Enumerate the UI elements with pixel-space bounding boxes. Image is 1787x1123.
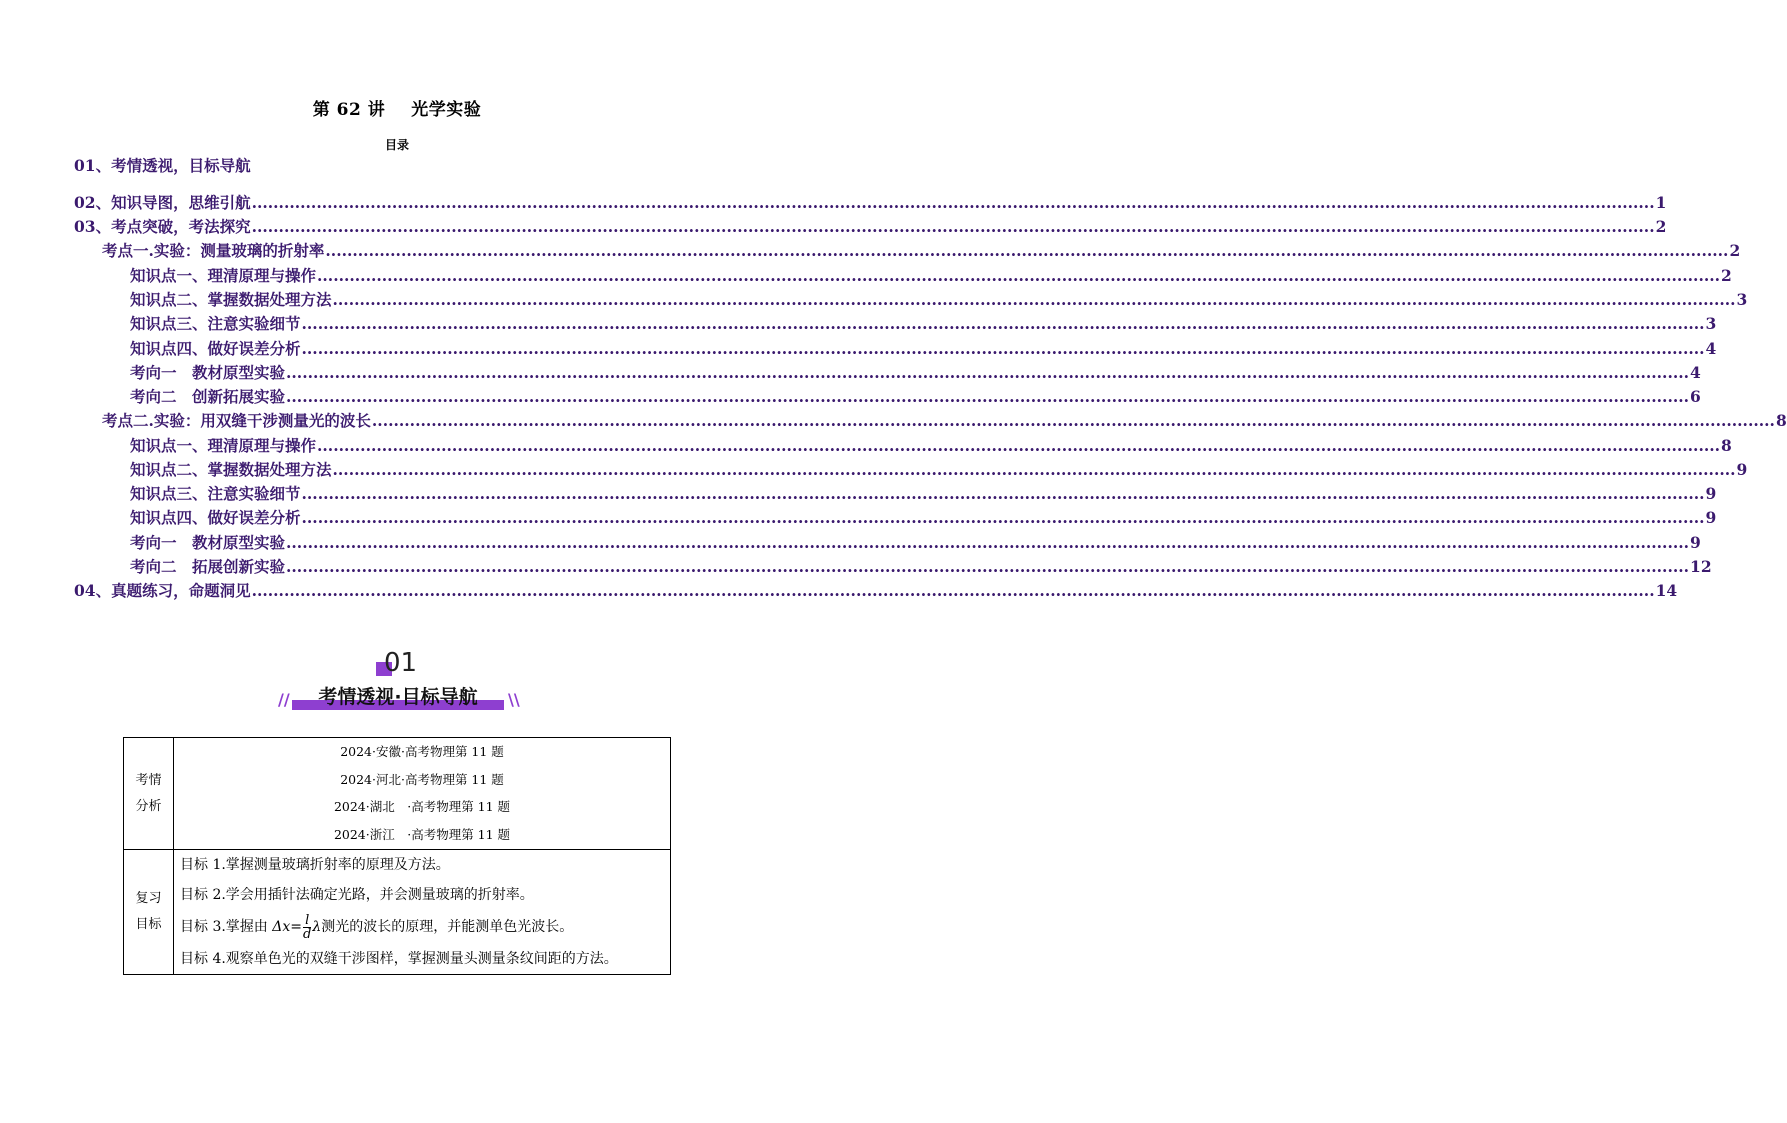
toc-leader-dots: .................................................................................................................................................................................................................................................................... (286, 387, 1690, 406)
exam-list-cell (174, 738, 671, 850)
toc-leader-dots: .................................................................................................................................................................................................................................................................... (251, 217, 1655, 236)
toc-page-number: 9 (1690, 533, 1701, 552)
header-line: 分析 (135, 798, 162, 814)
toc-page-number: 2 (1721, 266, 1732, 285)
page-title (0, 95, 794, 120)
toc-entry-label: 考向一 教材原型实验 (130, 533, 286, 552)
exam-item: 2024·湖北 ·高考物理第 11 题 (333, 799, 511, 814)
toc-entry-label: 考向一 教材原型实验 (130, 363, 286, 382)
toc-entry[interactable] (130, 338, 1717, 360)
toc-leader-dots: .................................................................................................................................................................................................................................................................... (301, 314, 1705, 333)
exam-goal-table (123, 737, 671, 975)
toc-entry-label: 知识点四、做好误差分析 (130, 508, 301, 527)
toc-entry[interactable] (130, 483, 1717, 505)
toc-leader-dots: .................................................................................................................................................................................................................................................................... (371, 411, 1775, 430)
section-number: 01 (376, 648, 420, 678)
toc-entry[interactable] (130, 532, 1701, 554)
toc-entry-label: 考点一.实验：测量玻璃的折射率 (102, 241, 325, 260)
table-row (124, 850, 671, 975)
toc-entry[interactable] (130, 507, 1717, 529)
toc-page-number: 9 (1705, 484, 1717, 503)
toc-entry-label: 考向二 拓展创新实验 (130, 557, 286, 576)
toc-leader-dots: .................................................................................................................................................................................................................................................................... (332, 460, 1736, 479)
toc-page-number: 6 (1690, 387, 1701, 406)
toc-entry-label: 04、真题练习，命题洞见 (74, 581, 251, 600)
toc-heading: 目录 (384, 138, 409, 152)
toc-entry[interactable] (102, 240, 1741, 262)
toc-entry-label: 知识点二、掌握数据处理方法 (130, 290, 332, 309)
toc-page-number: 3 (1736, 290, 1748, 309)
goal-list-cell (174, 850, 671, 975)
toc-entry[interactable] (130, 313, 1717, 335)
toc-entry-label: 01、考情透视，目标导航 (74, 156, 251, 175)
exam-item: 2024·安徽·高考物理第 11 题 (340, 744, 504, 759)
toc-entry[interactable] (74, 216, 1667, 238)
fraction-numerator: l (303, 914, 311, 928)
toc-entry[interactable] (102, 410, 1787, 432)
toc-entry[interactable] (74, 155, 722, 177)
toc-entry-label: 考点二.实验：用双缝干涉测量光的波长 (102, 411, 371, 430)
header-line: 考情 (135, 772, 162, 788)
header-line: 目标 (135, 917, 162, 932)
toc-entry[interactable] (130, 459, 1748, 481)
toc-page-number: 1 (1655, 193, 1667, 212)
exam-item: 2024·浙江 ·高考物理第 11 题 (333, 826, 511, 842)
toc-entry[interactable] (130, 265, 1732, 287)
toc-entry[interactable] (130, 556, 1712, 578)
goal-text: 测光的波长的原理，并能测单色光波长。 (321, 919, 574, 935)
section-title: 考情透视·目标导航 (318, 686, 478, 708)
toc-leader-dots: .................................................................................................................................................................................................................................................................... (251, 581, 1655, 600)
toc-leader-dots: .................................................................................................................................................................................................................................................................... (286, 363, 1690, 382)
toc-page-number: 3 (1705, 314, 1717, 333)
toc-entry-label: 02、知识导图，思维引航 (74, 193, 251, 212)
toc-entry-label: 知识点四、做好误差分析 (130, 339, 301, 358)
toc-entry-label: 知识点一、理清原理与操作 (130, 436, 317, 455)
toc-page-number: 9 (1705, 508, 1717, 527)
toc-page-number: 2 (1729, 241, 1741, 260)
toc-leader-dots: .................................................................................................................................................................................................................................................................... (301, 484, 1705, 503)
toc-leader-dots: .................................................................................................................................................................................................................................................................... (251, 193, 1655, 212)
right-slash-decoration: \\ (508, 690, 520, 709)
toc-entry-label: 知识点三、注意实验细节 (130, 314, 301, 333)
formula-lhs: Δx= (272, 919, 303, 935)
toc-entry-label: 03、考点突破，考法探究 (74, 217, 251, 236)
toc-page-number: 12 (1690, 557, 1712, 576)
toc-entry-label: 考向二 创新拓展实验 (130, 387, 286, 406)
left-slash-decoration: // (278, 690, 290, 709)
toc-leader-dots: .................................................................................................................................................................................................................................................................... (317, 436, 1721, 455)
toc-entry[interactable] (74, 192, 1667, 214)
toc-entry-label: 知识点一、理清原理与操作 (130, 266, 317, 285)
goal-item: 目标 1.掌握测量玻璃折射率的原理及方法。 (180, 857, 450, 873)
toc-leader-dots: .................................................................................................................................................................................................................................................................... (325, 241, 1729, 260)
fraction-denominator: d (303, 926, 312, 942)
toc-entry-label: 知识点二、掌握数据处理方法 (130, 460, 332, 479)
toc-page-number: 4 (1705, 339, 1717, 358)
toc-leader-dots: .................................................................................................................................................................................................................................................................... (286, 533, 1690, 552)
exam-item: 2024·河北·高考物理第 11 题 (340, 771, 504, 787)
toc-page-number: 14 (1655, 581, 1678, 600)
toc-entry-label: 知识点三、注意实验细节 (130, 484, 301, 503)
toc-entry[interactable] (130, 386, 1701, 408)
goal-text: 目标 3.掌握由 (180, 919, 268, 935)
toc-page-number: 9 (1736, 460, 1748, 479)
toc-leader-dots: .................................................................................................................................................................................................................................................................... (332, 290, 1736, 309)
toc-page-number: 8 (1721, 436, 1732, 455)
toc-entry[interactable] (130, 435, 1732, 457)
goal-item (180, 910, 670, 944)
header-line: 复习 (135, 891, 162, 906)
formula-rhs: λ (312, 919, 322, 935)
toc-entry[interactable] (130, 362, 1701, 384)
toc-entry[interactable] (74, 580, 1678, 602)
toc-page-number: 4 (1690, 363, 1701, 382)
toc-page-number: 2 (1655, 217, 1667, 236)
toc-entry[interactable] (130, 289, 1748, 311)
formula-fraction (303, 914, 311, 941)
toc-leader-dots: .................................................................................................................................................................................................................................................................... (301, 339, 1705, 358)
goal-item: 目标 2.学会用插针法确定光路，并会测量玻璃的折射率。 (180, 887, 534, 903)
review-goal-header (124, 850, 174, 975)
lecture-number: 第 62 讲 (312, 100, 386, 120)
toc-leader-dots: .................................................................................................................................................................................................................................................................... (317, 266, 1721, 285)
goal-item: 目标 4.观察单色光的双缝干涉图样，掌握测量头测量条纹间距的方法。 (180, 951, 618, 967)
toc-leader-dots: .................................................................................................................................................................................................................................................................... (286, 557, 1690, 576)
exam-analysis-header (124, 738, 174, 850)
table-row (124, 738, 671, 850)
lecture-name: 光学实验 (411, 100, 482, 120)
toc-leader-dots: .................................................................................................................................................................................................................................................................... (301, 508, 1705, 527)
section-title-banner (292, 682, 504, 712)
toc-page-number: 8 (1775, 411, 1787, 430)
